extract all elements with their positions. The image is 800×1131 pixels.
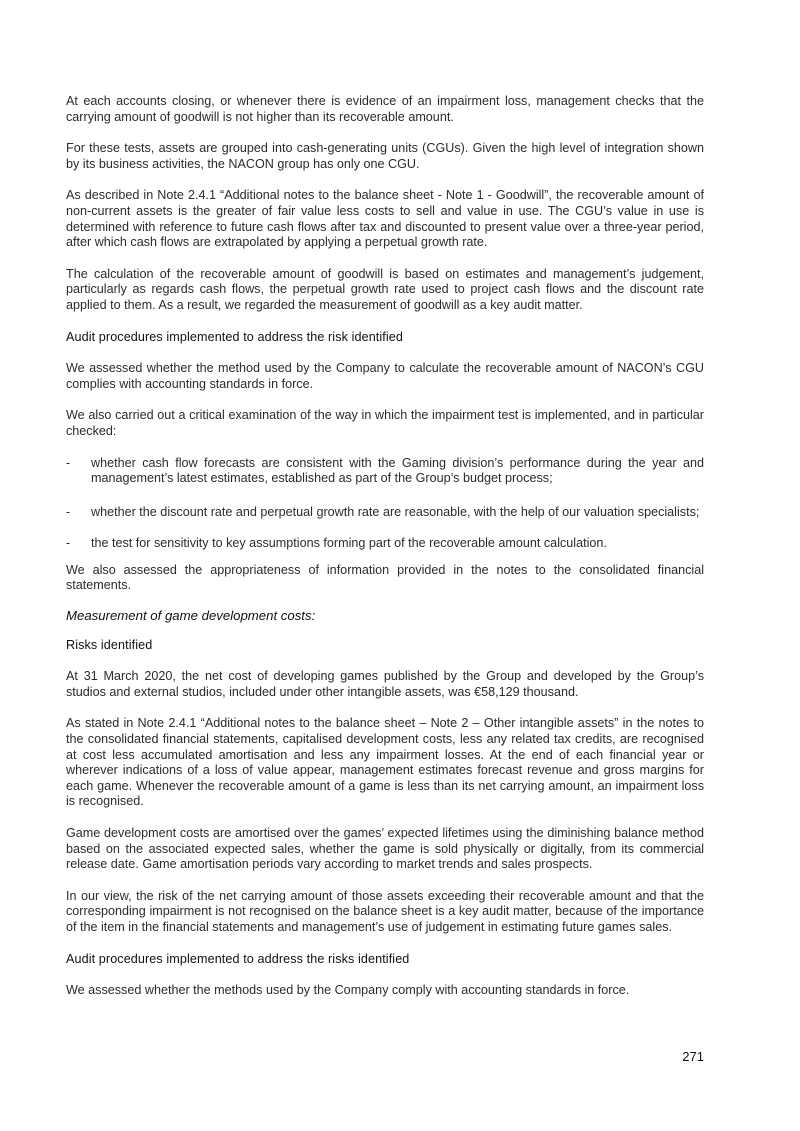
list-item-text: the test for sensitivity to key assumptions forming part of the recoverable amount calculation. [91,536,607,551]
paragraph-key-audit-matter-goodwill: The calculation of the recoverable amount of goodwill is based on estimates and management’s judgement, particularly as regards cash flows, the perpetual growth rate used to project cash flows and the discount rate applied to them. As a result, we regarded the measurement of goodwill as a key audit matter. [66,266,704,312]
paragraph-goodwill-check: At each accounts closing, or whenever there is evidence of an impairment loss, management checks that the carrying amount of goodwill is not higher than its recoverable amount. [66,94,704,124]
heading-audit-procedures-risks: Audit procedures implemented to address the risks identified [66,951,410,966]
paragraph-critical-examination: We also carried out a critical examination of the way in which the impairment test is implemented, and in particular checked: [66,408,704,438]
paragraph-method-assessment: We assessed whether the method used by the Company to calculate the recoverable amount of NACON’s CGU complies with accounting standards in force. [66,361,704,391]
section-title-game-dev-costs: Measurement of game development costs: [66,608,316,624]
paragraph-notes-appropriateness: We also assessed the appropriateness of information provided in the notes to the consolidated financial statements. [66,562,704,593]
paragraph-net-cost: At 31 March 2020, the net cost of developing games published by the Group and developed by the Group’s studios and external studios, included under other intangible assets, was €58,129 thousand. [66,669,704,699]
document-page [66,94,704,999]
page-number: 271 [682,1049,704,1064]
bullet-dash: - [66,504,71,519]
list-item [66,456,704,487]
checks-list [66,456,704,552]
paragraph-cgu-grouping: For these tests, assets are grouped into cash-generating units (CGUs). Given the high level of integration shown by its business activities, the NACON group has only one CGU. [66,141,704,171]
paragraph-amortisation: Game development costs are amortised over the games’ expected lifetimes using the diminishing balance method based on the associated expected sales, whether the game is sold physically or digitally, from its commercial release date. Game amortisation periods vary according to market trends and sales prospects. [66,826,704,872]
bullet-dash: - [66,536,71,551]
list-item [66,536,704,552]
list-item-text: whether the discount rate and perpetual growth rate are reasonable, with the help of our valuation specialists; [91,504,700,519]
heading-risks-identified: Risks identified [66,637,153,652]
list-item-text: whether cash flow forecasts are consistent with the Gaming division’s performance during the year and management’s latest estimates, established as part of the Group’s budget process; [91,455,704,486]
heading-audit-procedures-risk: Audit procedures implemented to address the risk identified [66,329,404,344]
paragraph-note-2-4-1: As stated in Note 2.4.1 “Additional notes to the balance sheet – Note 2 – Other intangible assets” in the notes to the consolidated financial statements, capitalised development costs, less any related tax credits, are recognised at cost less accumulated amortisation and less any impairment losses. At the end of each financial year or wherever indications of a loss of value appear, management estimates forecast revenue and gross margins for each game. Whenever the recoverable amount of a game is less than its net carrying amount, an impairment loss is recognised. [66,716,704,809]
bullet-dash: - [66,455,71,470]
list-item [66,505,704,521]
paragraph-recoverable-amount: As described in Note 2.4.1 “Additional notes to the balance sheet - Note 1 - Goodwill”, the recoverable amount of non-current assets is the greater of fair value less costs to sell and value in use. The CGU’s value in use is determined with reference to future cash flows after tax and discounted to present value over a three-year period, after which cash flows are extrapolated by applying a perpetual growth rate. [66,188,704,250]
paragraph-key-audit-matter-games: In our view, the risk of the net carrying amount of those assets exceeding their recoverable amount and that the corresponding impairment is not recognised on the balance sheet is a key audit matter, because of the importance of the item in the financial statements and management’s use of judgement in estimating future games sales. [66,888,704,934]
paragraph-methods-assessment: We assessed whether the methods used by the Company comply with accounting standards in force. [66,983,630,998]
